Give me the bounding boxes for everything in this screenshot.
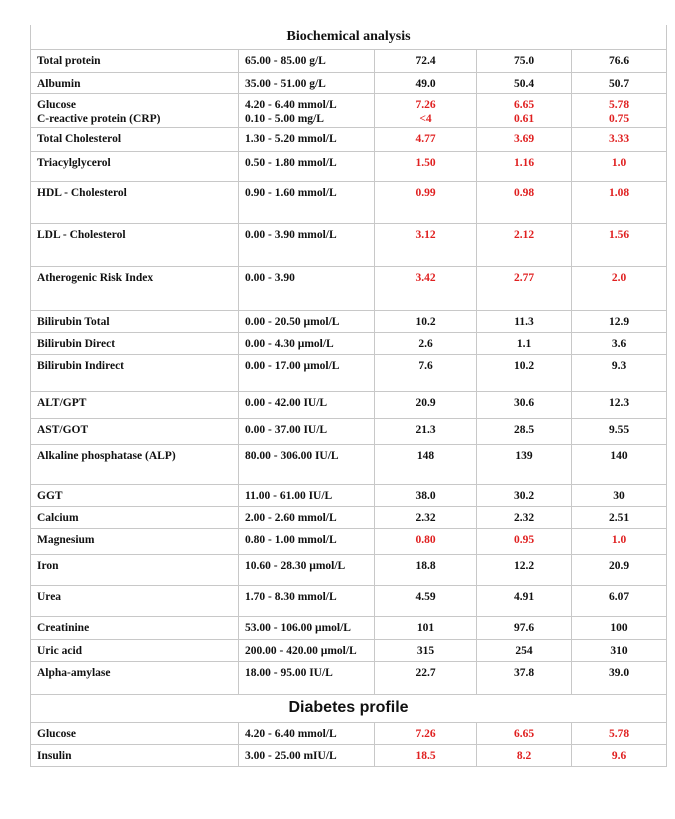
- value-3: 1.0: [572, 528, 667, 554]
- analyte-name: Urea: [31, 585, 239, 616]
- value-2: 8.2: [477, 744, 572, 766]
- table-row: [31, 506, 667, 528]
- table-row: [31, 616, 667, 639]
- value-1: 22.7: [375, 661, 477, 694]
- analyte-name: Insulin: [31, 744, 239, 766]
- value-1: 72.4: [375, 49, 477, 72]
- table-row: [31, 266, 667, 310]
- value-3: 100: [572, 616, 667, 639]
- reference-range: 0.00 - 17.00 µmol/L: [239, 354, 375, 391]
- reference-range-secondary: 0.10 - 5.00 mg/L: [245, 112, 324, 125]
- value-1: 148: [375, 444, 477, 484]
- value-2: 2.12: [477, 223, 572, 266]
- value-3: 12.3: [572, 391, 667, 418]
- table-row: [31, 444, 667, 484]
- value-2: 6.65: [513, 98, 535, 111]
- value-2: 50.4: [477, 72, 572, 93]
- value-3: 6.07: [572, 585, 667, 616]
- value-1: 3.42: [375, 266, 477, 310]
- reference-range: 0.80 - 1.00 mmol/L: [239, 528, 375, 554]
- value-2: 28.5: [477, 418, 572, 444]
- analyte-name: Magnesium: [31, 528, 239, 554]
- analyte-name: Bilirubin Total: [31, 310, 239, 332]
- analyte-name: Total Cholesterol: [31, 127, 239, 151]
- reference-range: 53.00 - 106.00 µmol/L: [239, 616, 375, 639]
- value-3: 2.51: [572, 506, 667, 528]
- reference-range: 200.00 - 420.00 µmol/L: [239, 639, 375, 661]
- value-3: 9.55: [572, 418, 667, 444]
- value-1: 7.26: [415, 98, 436, 111]
- analyte-name: AST/GOT: [31, 418, 239, 444]
- value-1: 7.26: [375, 722, 477, 744]
- value-2: 10.2: [477, 354, 572, 391]
- reference-range: 11.00 - 61.00 IU/L: [239, 484, 375, 506]
- analyte-name: Bilirubin Direct: [31, 332, 239, 354]
- value-1: 10.2: [375, 310, 477, 332]
- lab-results-table: [30, 25, 667, 767]
- reference-range: 0.00 - 3.90 mmol/L: [239, 223, 375, 266]
- reference-range: 0.00 - 20.50 µmol/L: [239, 310, 375, 332]
- value-2: 3.69: [477, 127, 572, 151]
- reference-range: 1.70 - 8.30 mmol/L: [239, 585, 375, 616]
- reference-range: 0.00 - 37.00 IU/L: [239, 418, 375, 444]
- analyte-name: Iron: [31, 554, 239, 585]
- analyte-name: Creatinine: [31, 616, 239, 639]
- table-row: [31, 223, 667, 266]
- table-row: [31, 722, 667, 744]
- analyte-name: Alkaline phosphatase (ALP): [31, 444, 239, 484]
- value-1: 7.6: [375, 354, 477, 391]
- table-row: [31, 639, 667, 661]
- table-row: [31, 127, 667, 151]
- value-1: 1.50: [375, 151, 477, 181]
- table-row: [31, 72, 667, 93]
- value-1: 4.59: [375, 585, 477, 616]
- analyte-name: ALT/GPT: [31, 391, 239, 418]
- value-2: 1.16: [477, 151, 572, 181]
- value-2: 2.77: [477, 266, 572, 310]
- table-row: [31, 151, 667, 181]
- section-title: Diabetes profile: [31, 694, 667, 722]
- value-2: 37.8: [477, 661, 572, 694]
- value-1: 21.3: [375, 418, 477, 444]
- value-3: 1.0: [572, 151, 667, 181]
- analyte-name-pair: [31, 93, 239, 127]
- value-1: 101: [375, 616, 477, 639]
- value-2: 12.2: [477, 554, 572, 585]
- table-row: [31, 418, 667, 444]
- value-3: 76.6: [572, 49, 667, 72]
- value-3: 9.3: [572, 354, 667, 391]
- value-1: 20.9: [375, 391, 477, 418]
- reference-range: 0.50 - 1.80 mmol/L: [239, 151, 375, 181]
- value-1: 2.32: [375, 506, 477, 528]
- analyte-name: Glucose: [31, 722, 239, 744]
- reference-range-pair: [239, 93, 375, 127]
- analyte-name: Total protein: [31, 49, 239, 72]
- section-header-biochemical: [31, 25, 667, 49]
- analyte-name: HDL - Cholesterol: [31, 181, 239, 223]
- table-row: [31, 310, 667, 332]
- reference-range: 4.20 - 6.40 mmol/L: [239, 722, 375, 744]
- analyte-name: LDL - Cholesterol: [31, 223, 239, 266]
- reference-range: 80.00 - 306.00 IU/L: [239, 444, 375, 484]
- value-2: 75.0: [477, 49, 572, 72]
- value-1: 315: [375, 639, 477, 661]
- value-3: 5.78: [572, 722, 667, 744]
- value-1: 3.12: [375, 223, 477, 266]
- value-2-pair: [477, 93, 572, 127]
- table-row: [31, 391, 667, 418]
- reference-range: 65.00 - 85.00 g/L: [239, 49, 375, 72]
- value-2: 139: [477, 444, 572, 484]
- table-row: [31, 528, 667, 554]
- value-2: 30.2: [477, 484, 572, 506]
- table-row: [31, 554, 667, 585]
- value-1: 0.80: [375, 528, 477, 554]
- value-2: 6.65: [477, 722, 572, 744]
- value-3: 2.0: [572, 266, 667, 310]
- value-2: 97.6: [477, 616, 572, 639]
- value-3: 39.0: [572, 661, 667, 694]
- value-2: 2.32: [477, 506, 572, 528]
- value-1: 4.77: [375, 127, 477, 151]
- analyte-name-secondary: C-reactive protein (CRP): [37, 112, 161, 125]
- table-row: [31, 49, 667, 72]
- table-row: [31, 744, 667, 766]
- analyte-name: GGT: [31, 484, 239, 506]
- value-2: 0.98: [477, 181, 572, 223]
- table-row: [31, 332, 667, 354]
- value-1: 38.0: [375, 484, 477, 506]
- table-row: [31, 585, 667, 616]
- value-1: 0.99: [375, 181, 477, 223]
- reference-range: 10.60 - 28.30 µmol/L: [239, 554, 375, 585]
- value-3: 310: [572, 639, 667, 661]
- reference-range: 0.00 - 3.90: [239, 266, 375, 310]
- section-title: Biochemical analysis: [31, 25, 667, 49]
- value-2: 4.91: [477, 585, 572, 616]
- analyte-name: Glucose: [37, 98, 76, 111]
- value-2-secondary: 0.61: [513, 112, 535, 125]
- reference-range: 4.20 - 6.40 mmol/L: [245, 98, 337, 111]
- value-2: 11.3: [477, 310, 572, 332]
- value-3: 9.6: [572, 744, 667, 766]
- value-3: 140: [572, 444, 667, 484]
- value-3: 3.6: [572, 332, 667, 354]
- table-row: [31, 484, 667, 506]
- analyte-name: Alpha-amylase: [31, 661, 239, 694]
- table-row: [31, 661, 667, 694]
- value-1-pair: [375, 93, 477, 127]
- reference-range: 0.90 - 1.60 mmol/L: [239, 181, 375, 223]
- value-3: 12.9: [572, 310, 667, 332]
- value-3: 5.78: [608, 98, 630, 111]
- value-3: 50.7: [572, 72, 667, 93]
- table-row: [31, 181, 667, 223]
- value-3: 20.9: [572, 554, 667, 585]
- value-2: 30.6: [477, 391, 572, 418]
- value-3: 30: [572, 484, 667, 506]
- analyte-name: Calcium: [31, 506, 239, 528]
- value-2: 1.1: [477, 332, 572, 354]
- value-3-pair: [572, 93, 667, 127]
- value-2: 0.95: [477, 528, 572, 554]
- value-3: 1.08: [572, 181, 667, 223]
- reference-range: 0.00 - 4.30 µmol/L: [239, 332, 375, 354]
- value-1: 18.5: [375, 744, 477, 766]
- value-1: 18.8: [375, 554, 477, 585]
- table-row: [31, 93, 667, 127]
- value-1-secondary: <4: [419, 112, 432, 125]
- reference-range: 2.00 - 2.60 mmol/L: [239, 506, 375, 528]
- analyte-name: Bilirubin Indirect: [31, 354, 239, 391]
- analyte-name: Albumin: [31, 72, 239, 93]
- reference-range: 0.00 - 42.00 IU/L: [239, 391, 375, 418]
- reference-range: 18.00 - 95.00 IU/L: [239, 661, 375, 694]
- table-row: [31, 354, 667, 391]
- reference-range: 1.30 - 5.20 mmol/L: [239, 127, 375, 151]
- analyte-name: Triacylglycerol: [31, 151, 239, 181]
- value-3: 1.56: [572, 223, 667, 266]
- value-2: 254: [477, 639, 572, 661]
- section-header-diabetes: [31, 694, 667, 722]
- analyte-name: Uric acid: [31, 639, 239, 661]
- value-3: 3.33: [572, 127, 667, 151]
- value-3-secondary: 0.75: [608, 112, 630, 125]
- reference-range: 3.00 - 25.00 mIU/L: [239, 744, 375, 766]
- analyte-name: Atherogenic Risk Index: [31, 266, 239, 310]
- value-1: 49.0: [375, 72, 477, 93]
- value-1: 2.6: [375, 332, 477, 354]
- reference-range: 35.00 - 51.00 g/L: [239, 72, 375, 93]
